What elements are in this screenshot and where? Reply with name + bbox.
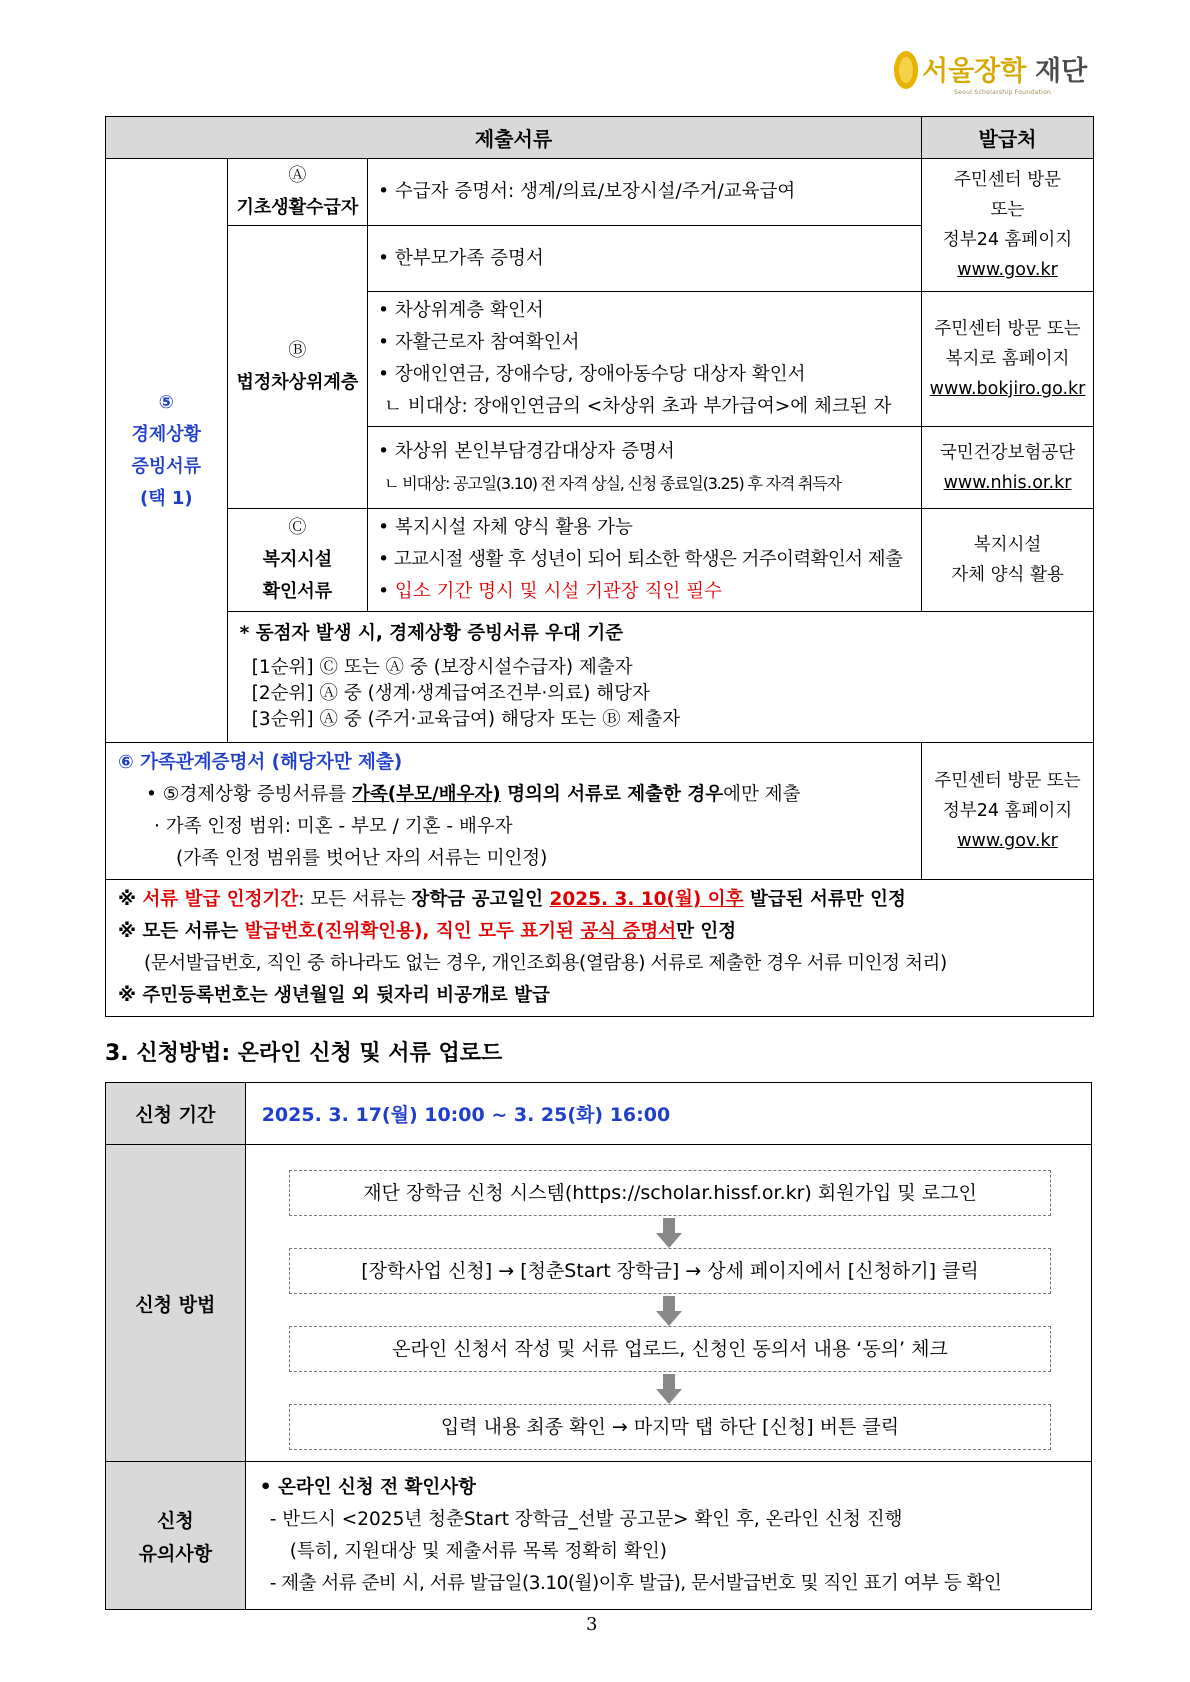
doc-b1: • 한부모가족 증명서 xyxy=(368,226,922,292)
step-3-fill-upload: 온라인 신청서 작성 및 서류 업로드, 신청인 동의서 내용 ‘동의’ 체크 xyxy=(289,1326,1051,1372)
step-4-submit: 입력 내용 최종 확인 → 마지막 탭 하단 [신청] 버튼 클릭 xyxy=(289,1404,1051,1450)
tie-break-criteria: * 동점자 발생 시, 경제상황 증빙서류 우대 기준 [1순위] Ⓒ 또는 Ⓐ 중 (보장시설수급자) 제출자 [2순위] Ⓐ 중 (생계·생계급여조건부·의료) 해당자 [3순위] Ⓐ 중 (주거·교육급여) 해당자 또는 Ⓑ 제출자 xyxy=(227,612,1093,743)
method-label: 신청 방법 xyxy=(106,1145,246,1462)
issuer-gov24: 주민센터 방문 또는 정부24 홈페이지 www.gov.kr xyxy=(922,159,1094,292)
section5-label: ⑤ 경제상황 증빙서류 (택 1) xyxy=(106,159,228,743)
documents-table xyxy=(105,116,1094,1017)
period-label: 신청 기간 xyxy=(106,1083,246,1145)
doc-a: • 수급자 증명서: 생계/의료/보장시설/주거/교육급여 xyxy=(368,159,922,226)
doc-c: • 복지시설 자체 양식 활용 가능 • 고교시절 생활 후 성년이 되어 퇴소한 학생은 거주이력확인서 제출 • 입소 기간 명시 및 시설 기관장 직인 필수 xyxy=(368,509,922,612)
caution-content: • 온라인 신청 전 확인사항 - 반드시 <2025년 청춘Start 장학금_선발 공고문> 확인 후, 온라인 신청 진행 (특히, 지원대상 및 제출서류 목록 정확히 확인) - 제출 서류 준비 시, 서류 발급일(3.10(월)이후 발급), 문서발급번호 및 직인 표기 여부 등 확인 xyxy=(245,1462,1091,1610)
svg-text:서울장학: 서울장학 xyxy=(922,56,1027,87)
down-arrow-icon xyxy=(656,1374,682,1404)
gov-link[interactable]: www.gov.kr xyxy=(957,260,1058,280)
category-b: Ⓑ 법정차상위계층 xyxy=(227,226,368,509)
down-arrow-icon xyxy=(656,1218,682,1248)
header-documents: 제출서류 xyxy=(106,117,922,159)
bokjiro-link[interactable]: www.bokjiro.go.kr xyxy=(929,379,1086,399)
doc-b3: • 차상위 본인부담경감대상자 증명서 ㄴ 비대상: 공고일(3.10) 전 자격 상실, 신청 종료일(3.25) 후 자격 취득자 xyxy=(368,427,922,509)
page-number: 3 xyxy=(586,1614,598,1635)
step-1-register-login: 재단 장학금 신청 시스템(https://scholar.hissf.or.kr) 회원가입 및 로그인 xyxy=(289,1170,1051,1216)
caution-label: 신청 유의사항 xyxy=(106,1462,246,1610)
issuer-facility: 복지시설 자체 양식 활용 xyxy=(922,509,1094,612)
doc-b2: • 차상위계층 확인서 • 자활근로자 참여확인서 • 장애인연금, 장애수당, 장애아동수당 대상자 확인서 ㄴ 비대상: 장애인연금의 <차상위 초과 부가급여>에 체크된 자 xyxy=(368,292,922,427)
issuer-nhis: 국민건강보험공단 www.nhis.or.kr xyxy=(922,427,1094,509)
category-a: Ⓐ 기초생활수급자 xyxy=(227,159,368,226)
logo-subtitle: Seoul Scholarship Foundation xyxy=(954,89,1052,96)
gov-link-2[interactable]: www.gov.kr xyxy=(957,831,1058,851)
down-arrow-icon xyxy=(656,1296,682,1326)
issuer-bokjiro: 주민센터 방문 또는 복지로 홈페이지 www.bokjiro.go.kr xyxy=(922,292,1094,427)
period-value: 2025. 3. 17(월) 10:00 ~ 3. 25(화) 16:00 xyxy=(245,1083,1091,1145)
issuer-gov24-family: 주민센터 방문 또는 정부24 홈페이지 www.gov.kr xyxy=(922,743,1094,880)
nhis-link[interactable]: www.nhis.or.kr xyxy=(943,472,1072,493)
svg-text:재단: 재단 xyxy=(1035,56,1088,87)
document-notes: ※ 서류 발급 인정기간: 모든 서류는 장학금 공고일인 2025. 3. 10(월) 이후 발급된 서류만 인정 ※ 모든 서류는 발급번호(진위확인용), 직인 모두 표기된 공식 증명서만 인정 (문서발급번호, 직인 중 하나라도 없는 경우, 개인조회용(열람용) 서류로 제출한 경우 서류 미인정 처리) ※ 주민등록번호는 생년월일 외 뒷자리 비공개로 발급 xyxy=(106,880,1094,1017)
section3-title: 3. 신청방법: 온라인 신청 및 서류 업로드 xyxy=(105,1041,503,1066)
category-c: Ⓒ 복지시설 확인서류 xyxy=(227,509,368,612)
step-2-select-scholarship: [장학사업 신청] → [청춘Start 장학금] → 상세 페이지에서 [신청하기] 클릭 xyxy=(289,1248,1051,1294)
section6-family: ⑥ 가족관계증명서 (해당자만 제출) • ⑤경제상황 증빙서류를 가족(부모/배우자) 명의의 서류로 제출한 경우에만 제출 · 가족 인정 범위: 미혼 - 부모 / 기혼 - 배우자 (가족 인정 범위를 벗어난 자의 서류는 미인정) xyxy=(106,743,922,880)
header-issuer: 발급처 xyxy=(922,117,1094,159)
